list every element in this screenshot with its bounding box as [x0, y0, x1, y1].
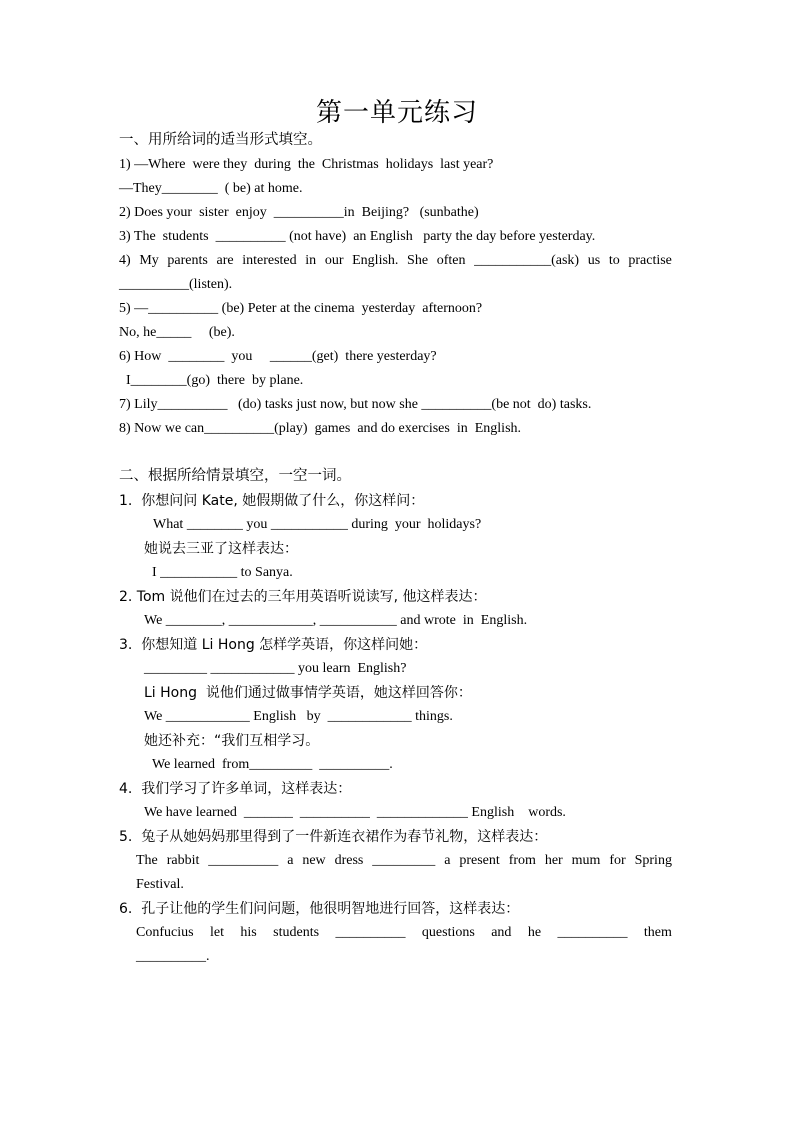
- question-5-line-1: 5) —__________ (be) Peter at the cinema yesterday afternoon?: [119, 301, 483, 316]
- item-1-answer-line-2: I ___________ to Sanya.: [152, 565, 293, 580]
- word: are: [216, 253, 234, 268]
- word: us: [587, 253, 601, 268]
- question-3: 3) The students __________ (not have) an English party the day before yesterday.: [119, 229, 596, 244]
- word: often: [436, 253, 466, 268]
- word: My: [139, 253, 159, 268]
- word: She: [407, 253, 429, 268]
- item-5-answer-line: [136, 851, 672, 871]
- item-6-prompt: 6. 孔子让他的学生们问问题，他很明智地进行回答，这样表达：: [119, 901, 520, 917]
- question-4-line-2: __________(listen).: [119, 277, 233, 292]
- word: present: [459, 853, 500, 868]
- word: Spring: [634, 853, 672, 868]
- word: our: [324, 253, 344, 268]
- item-2-prompt: 2. Tom 说他们在过去的三年用英语听说读写, 他这样表达：: [119, 589, 487, 605]
- word: 4): [119, 253, 131, 268]
- item-4-prompt: 4. 我们学习了许多单词，这样表达：: [119, 781, 352, 797]
- question-6-line-2: I________(go) there by plane.: [119, 373, 304, 388]
- question-5-line-2: No, he_____ (be).: [119, 325, 235, 340]
- section-1-heading: 一、用所给词的适当形式填空。: [119, 132, 322, 148]
- word: __________: [335, 925, 406, 940]
- word: ___________(ask): [474, 253, 580, 268]
- question-2: 2) Does your sister enjoy __________in Beijing? (sunbathe): [119, 205, 479, 220]
- word: Confucius: [136, 925, 194, 940]
- word: new: [302, 853, 326, 868]
- item-1-prompt: 1. 你想问问 Kate, 她假期做了什么，你这样问：: [119, 493, 425, 509]
- word: _________: [372, 853, 436, 868]
- section-2-heading: 二、根据所给情景填空，一空一词。: [119, 468, 351, 484]
- word: practise: [628, 253, 672, 268]
- question-1-line-1: 1) —Where were they during the Christmas holidays last year?: [119, 157, 494, 172]
- word: parents: [167, 253, 208, 268]
- word: for: [609, 853, 626, 868]
- item-3-answer-line-2: We ____________ English by ____________ things.: [144, 709, 453, 724]
- question-6-line-1: 6) How ________ you ______(get) there yesterday?: [119, 349, 437, 364]
- question-4-line-1: [119, 251, 672, 271]
- question-7: 7) Lily__________ (do) tasks just now, but now she __________(be not do) tasks.: [119, 397, 592, 412]
- item-3-prompt: 3. 你想知道 Li Hong 怎样学英语，你这样问她：: [119, 637, 428, 653]
- word: dress: [334, 853, 364, 868]
- item-3-subprompt: Li Hong 说他们通过做事情学英语，她这样回答你：: [144, 685, 472, 701]
- word: he: [527, 925, 542, 940]
- page-title: 第一单元练习: [315, 98, 478, 127]
- word: students: [273, 925, 320, 940]
- word: let: [209, 925, 224, 940]
- word: The: [136, 853, 158, 868]
- item-2-answer-line: We ________, ____________, ___________ and wrote in English.: [144, 613, 528, 628]
- item-1-answer-line: What ________ you ___________ during your holidays?: [153, 517, 482, 532]
- word: to: [608, 253, 620, 268]
- word: __________: [208, 853, 279, 868]
- word: interested: [242, 253, 297, 268]
- word: them: [643, 925, 672, 940]
- word: her: [544, 853, 563, 868]
- item-3-answer-line-3: We learned from_________ __________.: [152, 757, 393, 772]
- question-8: 8) Now we can__________(play) games and do exercises in English.: [119, 421, 522, 436]
- item-4-answer-line: We have learned _______ __________ _____________ English words.: [144, 805, 566, 820]
- word: rabbit: [166, 853, 200, 868]
- word: his: [240, 925, 257, 940]
- word: from: [508, 853, 536, 868]
- word: English.: [352, 253, 399, 268]
- word: questions: [421, 925, 475, 940]
- word: __________: [557, 925, 628, 940]
- item-6-answer-line-2: __________.: [136, 949, 210, 964]
- item-6-answer-line: [136, 923, 672, 943]
- item-5-answer-line-2: Festival.: [136, 877, 184, 892]
- word: in: [305, 253, 317, 268]
- item-3-answer-line: _________ ____________ you learn English?: [144, 661, 407, 676]
- word: a: [287, 853, 294, 868]
- question-1-line-2: —They________ ( be) at home.: [119, 181, 303, 196]
- word: mum: [571, 853, 601, 868]
- item-1-subprompt: 她说去三亚了这样表达：: [144, 541, 298, 557]
- word: and: [491, 925, 512, 940]
- item-3-subprompt-2: 她还补充：“我们互相学习。: [144, 733, 320, 749]
- word: a: [444, 853, 451, 868]
- item-5-prompt: 5. 兔子从她妈妈那里得到了一件新连衣裙作为春节礼物，这样表达：: [119, 829, 548, 845]
